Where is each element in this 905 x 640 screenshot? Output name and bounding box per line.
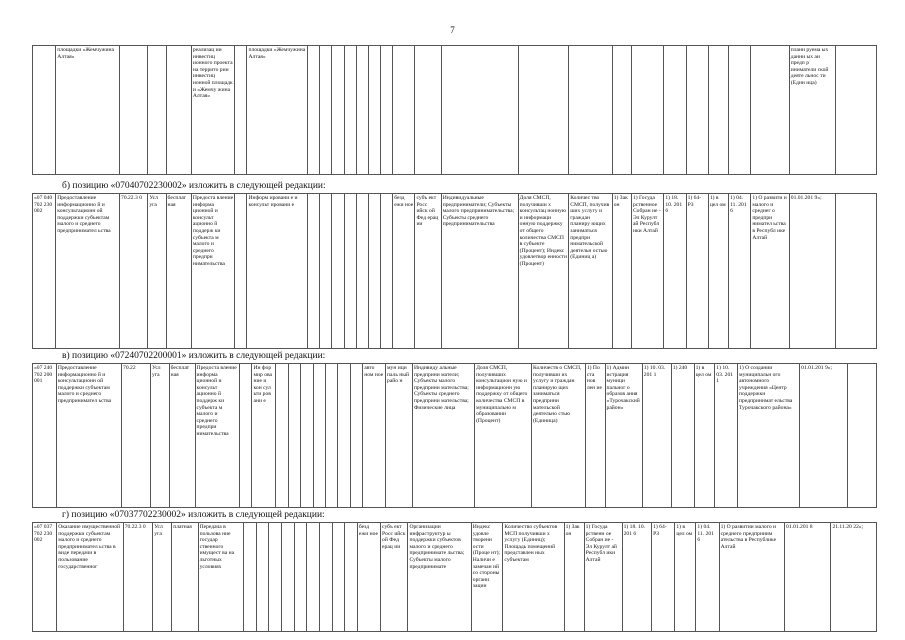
cell: [301, 364, 313, 508]
cell-payment: платная: [172, 523, 198, 632]
cell-okved-code: 70.22.3 0: [123, 523, 153, 632]
cell-consumers: Организации инфраструктур ы поддержки субъектов малого и среднего предпринимате льства; Субъекты малого предпринимате: [408, 523, 471, 632]
cell: [332, 523, 345, 632]
cell: [148, 46, 166, 175]
cell-issuer: 1) Госуда рственное Собран ие - Эл Курулт ай Республ ики Алтай: [631, 194, 663, 349]
page-number: 7: [450, 25, 455, 35]
cell-institution-type: безд ежи ное: [393, 194, 415, 349]
cell: [256, 523, 269, 632]
cell: [345, 523, 358, 632]
cell: [308, 194, 320, 349]
cell: [631, 46, 663, 175]
cell-act-type: 1) Зак он: [612, 194, 631, 349]
cell-act-date: 1) 10. 03. 201 1: [642, 364, 671, 508]
cell-level: субъ ект Росс ийск ой Фед ерац ии: [381, 523, 408, 632]
cell-type: Усл уга: [151, 364, 170, 508]
cell: [368, 46, 380, 175]
cell-end-date: [847, 364, 876, 508]
cell: [332, 46, 344, 175]
register-table-g: [32, 522, 877, 632]
cell-start-date: 01.01.201 9»;: [789, 194, 836, 349]
cell: [441, 46, 518, 175]
cell: [243, 523, 256, 632]
cell-content: Информ ировани е и консульт ировани е: [247, 194, 308, 349]
cell-act-number: 1) 240: [671, 364, 694, 508]
cell: [313, 364, 325, 508]
section-heading-b: б) позицию «07040702230002» изложить в следующей редакции:: [62, 181, 326, 191]
cell-effective-date: 1) 04. 11. 201 6: [696, 523, 719, 632]
cell: [664, 46, 686, 175]
cell: [368, 194, 380, 349]
cell-institution-type: безд ежи ное: [357, 523, 380, 632]
cell-description: Передача в пользова ние государ ственного имущест ва на льготных условиях: [198, 523, 243, 632]
cell: [166, 46, 191, 175]
cell: [240, 364, 252, 508]
register-table-b: [32, 193, 877, 349]
cell-act-date: 1) 18. 10. 201 6: [664, 194, 686, 349]
cell-act-type: 1) По ста нов лен ие: [585, 364, 605, 508]
cell-act-scope: 1) в цел ом: [675, 523, 696, 632]
cell: [686, 46, 708, 175]
table-row: [33, 364, 877, 508]
cell: [350, 364, 362, 508]
cell-volume-indicators: Количеств о СМСП, получивши их услугу и граждан планирую щих заниматься предприни мательской деятельно стью (Единица): [532, 364, 586, 508]
cell-level: мун ици паль ный райо н: [386, 364, 413, 508]
cell: [320, 46, 332, 175]
table-row: [33, 523, 877, 632]
cell-content: площадки «Жемчужина Алтая»: [247, 46, 308, 175]
register-table-v: [32, 363, 877, 508]
cell-end-date: 21.11.20 22»;: [831, 523, 877, 632]
cell: [325, 364, 337, 508]
cell-description: реализац ии инвестиц ионного проекта на террито рии инвестиц ионной площадк и «Жемчу жина Алтая»: [191, 46, 235, 175]
cell-okved-code: 70.22: [122, 364, 151, 508]
cell: [708, 46, 728, 175]
cell: [281, 523, 294, 632]
cell: [612, 46, 631, 175]
cell: [356, 194, 368, 349]
cell: [308, 46, 320, 175]
cell: [294, 523, 307, 632]
cell: [729, 46, 751, 175]
cell: [569, 46, 613, 175]
cell: [288, 364, 300, 508]
cell: [381, 46, 393, 175]
cell: [320, 194, 332, 349]
cell: [235, 46, 247, 175]
cell-registry-number: «07 037 702 230 002: [33, 523, 57, 632]
cell-effective-date: 1) 10. 03. 201 1: [715, 364, 738, 508]
cell-payment: бесплат ная: [169, 364, 195, 508]
cell-quality-indicators: Доля СМСП, получивших консультацион ную и информационн ую поддержку от общего количества СМСП в муниципально м образовании (Процент): [475, 364, 532, 508]
cell: [332, 194, 344, 349]
cell: [344, 46, 356, 175]
cell-consumers: Индивиду альные предприни матели; Субъекты малого предприни мательства; Субъекты среднего предприни мательства; Физические лица: [412, 364, 474, 508]
cell-end-date: [836, 194, 877, 349]
cell-act-number: 1) 64- РЗ: [686, 194, 708, 349]
cell-act-title: 1) О создании муниципальн ого автономного учреждения «Центр поддержки предпринимат ельства Турочакского района»: [738, 364, 800, 508]
cell-service-name: Оказание имущественной поддержки субъектам малого и среднего предпринимател ьства в виде передачи в пользование государственног: [57, 523, 123, 632]
cell-issuer: 1) Админ истрация муници пальног о образов ания «Турочакский район»: [605, 364, 642, 508]
cell-volume-indicators: Количес тво СМСП, получив ших услугу и граждан планиру ющих заниматься предпри нимательской деятельн остью (Единиц а): [569, 194, 613, 349]
cell-volume-indicators: Количество субъектов МСП получивши х услугу (Единиц); Площадь помещений представлен ных субъектам: [503, 523, 564, 632]
cell-payment: бесплат ная: [166, 194, 191, 349]
cell-quality-indicators: Доля СМСП, получивши х консультац ионную и информаци онную поддержку от общего количества СМСП в субъекте (Процент); Индекс удовлетвор енности (Процент): [518, 194, 569, 349]
cell-service-name: Предоставление информационно й и консультационн ой поддержки субъектам малого и среднего предпринимател ьства: [56, 194, 120, 349]
cell: [344, 194, 356, 349]
cell-volume-indicator: плани руема ых данни ых ан предп р иниматели ской деяте льнос ти (Един ица): [789, 46, 836, 175]
cell-start-date: 01.01.201 8: [785, 523, 831, 632]
cell: [33, 46, 56, 175]
section-heading-v: в) позицию «07240702200001» изложить в следующей редакции:: [62, 351, 326, 361]
table-row: [33, 46, 877, 175]
cell-registry-number: «07 040 702 230 002: [33, 194, 56, 349]
cell-act-title: 1) О развити и малого и среднег о предпри нимател ьства в Республ ике Алтай: [751, 194, 789, 349]
cell-description: Предоста вление информа ционной и консульт ационно й поддерж ки субъекта м малого и среднего предпри нимательства: [191, 194, 235, 349]
cell: [751, 46, 789, 175]
cell: [836, 46, 877, 175]
cell-registry-number: «07 240 702 200 001: [33, 364, 57, 508]
cell-effective-date: 1) 04. 11. 201 6: [729, 194, 751, 349]
register-table-continuation: [32, 45, 877, 175]
cell-type: Усл уга: [148, 194, 166, 349]
cell-start-date: 01.01.201 9»;: [800, 364, 848, 508]
section-heading-g: г) позицию «07037702230002» изложить в следующей редакции:: [62, 510, 325, 520]
cell: [319, 523, 332, 632]
cell: [269, 523, 282, 632]
cell-institution-type: авто ном ное: [363, 364, 386, 508]
cell: [120, 46, 148, 175]
cell-act-number: 1) 64- РЗ: [652, 523, 675, 632]
cell: [307, 523, 320, 632]
cell-act-scope: 1) в цел ом: [694, 364, 715, 508]
cell-type: Усл уга: [153, 523, 172, 632]
cell: [235, 194, 247, 349]
cell-act-date: 1) 18. 10. 201 6: [622, 523, 652, 632]
cell-issuer: 1) Госуда рственн ое Собран ие - Эл Курулт ай Республ ики Алтай: [584, 523, 622, 632]
cell-content: Ин фор мир ова ние и кон сул ьти ров ани е: [252, 364, 276, 508]
cell-quality-indicators: Индекс удовле творенн ости (Проце нт); Наличи е замечан ий со стороны органи зации: [471, 523, 503, 632]
cell-act-title: 1) О развитии малого и среднего предприним ательства в Республике Алтай: [719, 523, 784, 632]
cell: [276, 364, 288, 508]
table-row: [33, 194, 877, 349]
cell-subject-name: площадки «Жемчужина Алтая»: [56, 46, 120, 175]
cell-service-name: Предоставление информационно й и консультационн ой поддержки субъектам малого и среднего предпринимател ьства: [56, 364, 121, 508]
cell: [415, 46, 441, 175]
cell-act-type: 1) Зак он: [564, 523, 584, 632]
cell: [393, 46, 415, 175]
cell: [356, 46, 368, 175]
cell: [518, 46, 569, 175]
cell-description: Предоста вление информа ционной и консульт ационно й поддерж ки субъекта м малого и среднего предпри нимательства: [195, 364, 240, 508]
cell-act-scope: 1) в цел ом: [708, 194, 728, 349]
cell-level: субъ ект Росс ийск ой Фед ерац ии: [415, 194, 441, 349]
cell: [338, 364, 350, 508]
cell-consumers: Индивидуальные предприниматели; Субъекты малого предпринимательства; Субъекты среднего предпринимательства: [441, 194, 518, 349]
cell: [381, 194, 393, 349]
cell-okved-code: 70.22.3 0: [120, 194, 148, 349]
